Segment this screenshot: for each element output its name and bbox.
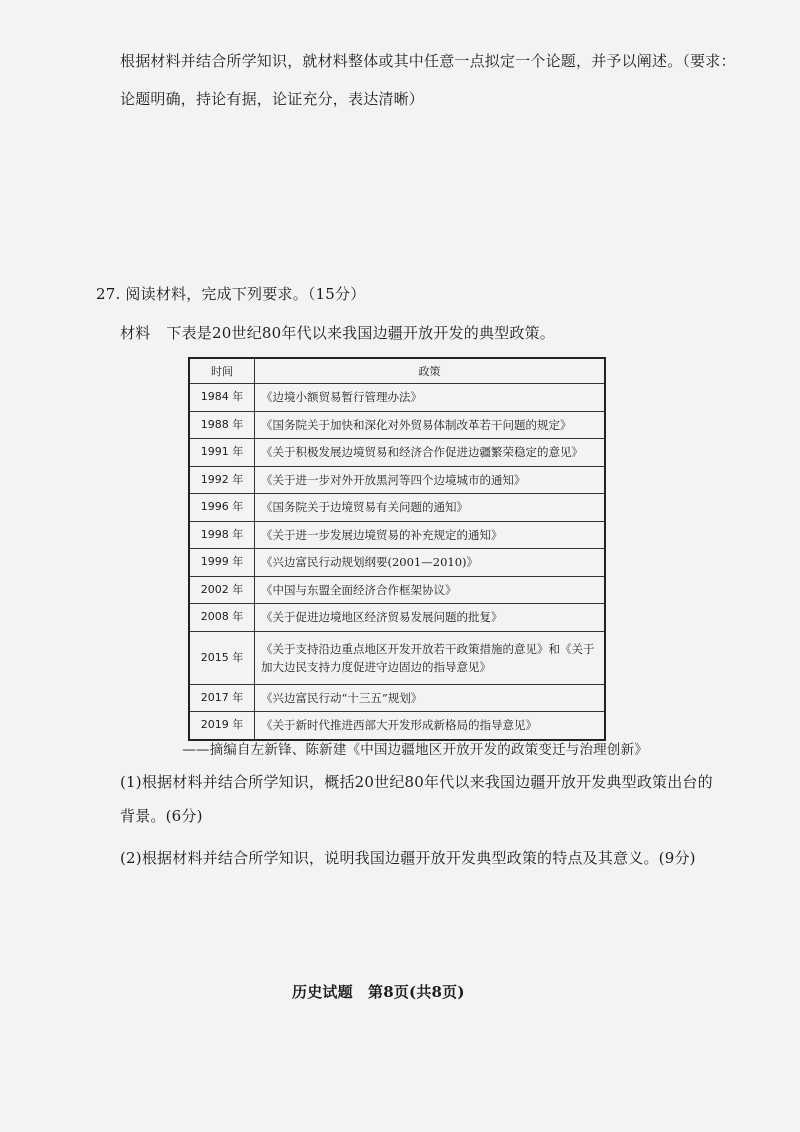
row-year: 1998 年 <box>189 521 255 549</box>
table-row <box>189 684 605 712</box>
subquestion-1-line-2: 背景。(6分) <box>120 807 203 825</box>
row-year: 1991 年 <box>189 439 255 467</box>
subquestion-1-line-1: (1)根据材料并结合所学知识，概括20世纪80年代以来我国边疆开放开发典型政策出台的 <box>120 773 713 791</box>
subquestion-2: (2)根据材料并结合所学知识，说明我国边疆开放开发典型政策的特点及其意义。(9分) <box>120 849 696 867</box>
material-text: 下表是20世纪80年代以来我国边疆开放开发的典型政策。 <box>166 324 555 342</box>
instruction-line-1: 根据材料并结合所学知识，就材料整体或其中任意一点拟定一个论题，并予以阐述。（要求： <box>120 52 736 70</box>
row-policy: 《边境小额贸易暂行管理办法》 <box>255 384 606 412</box>
row-year: 1988 年 <box>189 411 255 439</box>
table-row <box>189 549 605 577</box>
question-title: 27. 阅读材料，完成下列要求。（15分） <box>96 285 366 303</box>
table-row <box>189 439 605 467</box>
policy-table <box>188 357 606 741</box>
row-policy: 《国务院关于加快和深化对外贸易体制改革若干问题的规定》 <box>255 411 606 439</box>
row-year: 2017 年 <box>189 684 255 712</box>
row-year: 1984 年 <box>189 384 255 412</box>
table-row <box>189 576 605 604</box>
table-header-row <box>189 358 605 384</box>
row-year: 2015 年 <box>189 631 255 684</box>
table-row <box>189 411 605 439</box>
material-intro <box>120 322 555 343</box>
row-policy: 《国务院关于边境贸易有关问题的通知》 <box>255 494 606 522</box>
material-tag: 材料 <box>120 324 151 342</box>
row-year: 2002 年 <box>189 576 255 604</box>
table-row <box>189 466 605 494</box>
table-row <box>189 494 605 522</box>
header-policy: 政策 <box>255 358 606 384</box>
table-row <box>189 631 605 684</box>
row-year: 1992 年 <box>189 466 255 494</box>
header-time: 时间 <box>189 358 255 384</box>
row-policy: 《兴边富民行动“十三五”规划》 <box>255 684 606 712</box>
row-policy: 《关于进一步对外开放黑河等四个边境城市的通知》 <box>255 466 606 494</box>
page-footer: 历史试题 第8页(共8页) <box>292 983 465 1001</box>
row-year: 2019 年 <box>189 712 255 740</box>
table-source-citation: ——摘编自左新锋、陈新建《中国边疆地区开放开发的政策变迁与治理创新》 <box>182 742 648 758</box>
row-policy: 《中国与东盟全面经济合作框架协议》 <box>255 576 606 604</box>
table-row <box>189 712 605 740</box>
table-row <box>189 384 605 412</box>
instruction-line-2: 论题明确，持论有据，论证充分，表达清晰） <box>120 90 425 108</box>
row-policy: 《关于新时代推进西部大开发形成新格局的指导意见》 <box>255 712 606 740</box>
table-row <box>189 521 605 549</box>
row-policy: 《关于进一步发展边境贸易的补充规定的通知》 <box>255 521 606 549</box>
row-policy: 《关于支持沿边重点地区开发开放若干政策措施的意见》和《关于加大边民支持力度促进守边固边的指导意见》 <box>255 631 606 684</box>
row-year: 1996 年 <box>189 494 255 522</box>
row-year: 2008 年 <box>189 604 255 632</box>
row-year: 1999 年 <box>189 549 255 577</box>
table-row <box>189 604 605 632</box>
row-policy: 《兴边富民行动规划纲要(2001—2010)》 <box>255 549 606 577</box>
row-policy: 《关于促进边境地区经济贸易发展问题的批复》 <box>255 604 606 632</box>
row-policy: 《关于积极发展边境贸易和经济合作促进边疆繁荣稳定的意见》 <box>255 439 606 467</box>
